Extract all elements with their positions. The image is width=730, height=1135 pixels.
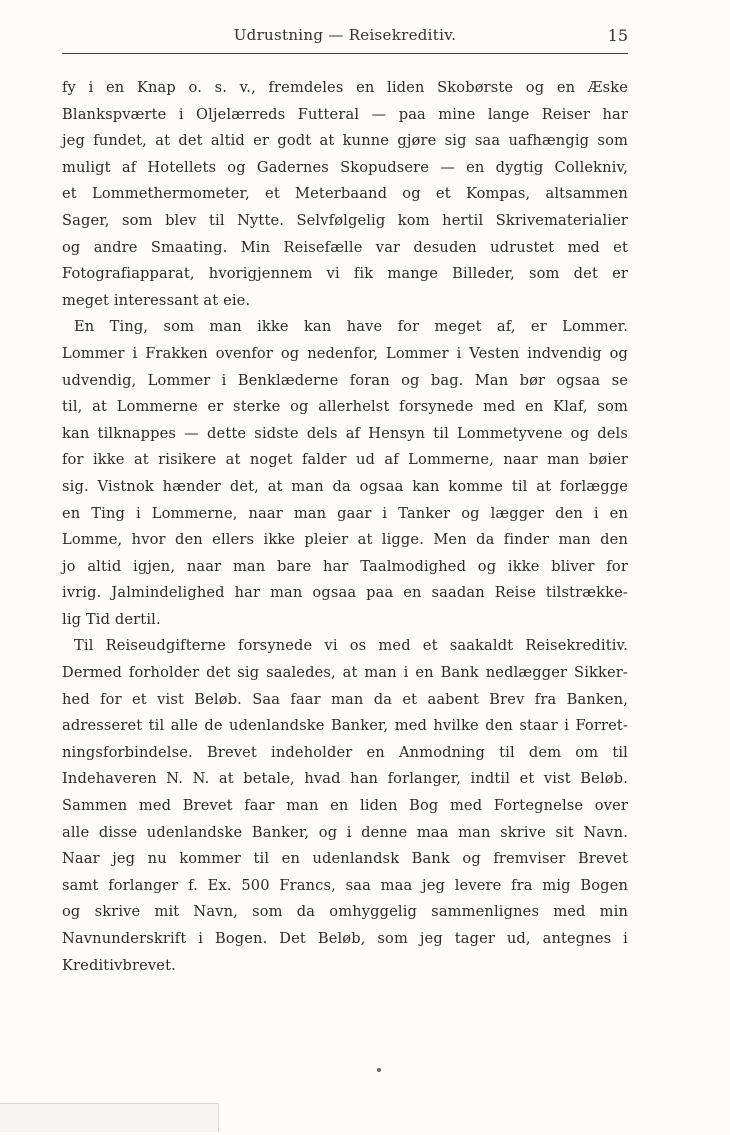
paragraph-start-line: Til Reiseudgifterne forsynede vi os med et saakaldt Reisekreditiv.: [74, 637, 628, 655]
text-line: og andre Smaating. Min Reisefælle var desuden udrustet med et: [62, 238, 628, 256]
text-line: og skrive mit Navn, som da omhyggelig sammenlignes med min: [62, 903, 628, 921]
text-line: sig. Vistnok hænder det, at man da ogsaa kan komme til at forlægge: [62, 477, 628, 495]
text-line: Dermed forholder det sig saaledes, at man i en Bank nedlægger Sikker-: [62, 664, 628, 682]
page-number: 15: [607, 26, 628, 45]
running-title: Udrustning — Reisekreditiv.: [233, 26, 457, 44]
text-line: ningsforbindelse. Brevet indeholder en Anmodning til dem om til: [62, 743, 628, 761]
ink-speck: [377, 1068, 381, 1072]
text-line: Lomme, hvor den ellers ikke pleier at ligge. Men da finder man den: [62, 531, 628, 549]
text-line: et Lommethermometer, et Meterbaand og et Kompas, altsammen: [62, 185, 628, 203]
body-text: [62, 75, 628, 979]
text-line: til, at Lommerne er sterke og allerhelst forsynede med en Klaf, som: [62, 398, 628, 416]
paragraph-start-line: En Ting, som man ikke kan have for meget af, er Lommer.: [74, 318, 628, 336]
text-line: en Ting i Lommerne, naar man gaar i Tanker og lægger den i en: [62, 504, 628, 522]
text-line: muligt af Hotellets og Gadernes Skopudsere — en dygtig Collekniv,: [62, 158, 628, 176]
text-line: kan tilknappes — dette sidste dels af Hensyn til Lommetyvene og dels: [62, 424, 628, 442]
paragraph-end-line: Kreditivbrevet.: [62, 956, 176, 974]
text-line: for ikke at risikere at noget falder ud af Lommerne, naar man bøier: [62, 451, 628, 469]
paragraph-end-line: lig Tid dertil.: [62, 610, 161, 628]
text-line: Indehaveren N. N. at betale, hvad han forlanger, indtil et vist Beløb.: [62, 770, 628, 788]
header-rule: [62, 53, 628, 54]
text-line: ivrig. Jalmindelighed har man ogsaa paa en saadan Reise tilstrække-: [62, 584, 628, 602]
library-stamp-box: [0, 1103, 219, 1132]
page-header: [62, 26, 628, 54]
text-line: Lommer i Frakken ovenfor og nedenfor, Lommer i Vesten indvendig og: [62, 344, 628, 362]
text-line: fy i en Knap o. s. v., fremdeles en liden Skobørste og en Æske: [62, 79, 628, 96]
text-line: jeg fundet, at det altid er godt at kunne gjøre sig saa uafhængig som: [62, 132, 628, 150]
text-line: Fotografiapparat, hvorigjennem vi fik mange Billeder, som det er: [62, 265, 628, 283]
text-line: Blankspværte i Oljelærreds Futteral — paa mine lange Reiser har: [62, 105, 628, 123]
paragraph-end-line: meget interessant at eie.: [62, 291, 251, 309]
text-line: jo altid igjen, naar man bare har Taalmodighed og ikke bliver for: [62, 557, 628, 575]
text-line: hed for et vist Beløb. Saa faar man da et aabent Brev fra Banken,: [62, 690, 628, 708]
text-line: udvendig, Lommer i Benklæderne foran og bag. Man bør ogsaa se: [62, 371, 628, 389]
text-line: alle disse udenlandske Banker, og i denne maa man skrive sit Navn.: [62, 823, 628, 841]
text-line: samt forlanger f. Ex. 500 Francs, saa maa jeg levere fra mig Bogen: [62, 876, 628, 894]
text-line: Naar jeg nu kommer til en udenlandsk Bank og fremviser Brevet: [62, 850, 628, 868]
text-line: Navnunderskrift i Bogen. Det Beløb, som jeg tager ud, antegnes i: [62, 930, 628, 947]
text-line: Sammen med Brevet faar man en liden Bog med Fortegnelse over: [62, 797, 628, 815]
text-line: adresseret til alle de udenlandske Banker, med hvilke den staar i Forret-: [62, 717, 628, 735]
text-line: Sager, som blev til Nytte. Selvfølgelig kom hertil Skrivematerialier: [62, 211, 628, 229]
